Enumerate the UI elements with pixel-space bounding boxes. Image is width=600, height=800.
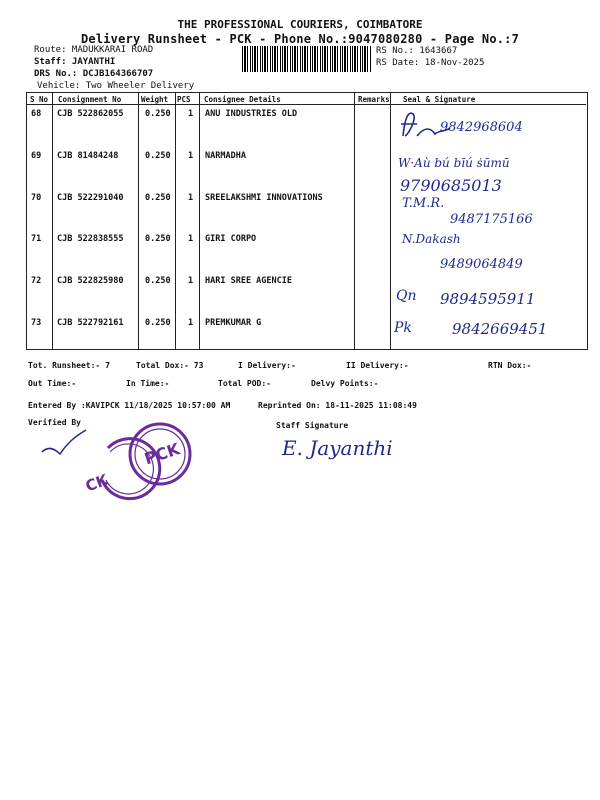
svg-text:PCK: PCK [142,439,182,469]
i-delivery: I Delivery:- [238,361,296,370]
staff-signature-label: Staff Signature [276,421,349,430]
rs-number: RS No.: 1643667 [376,46,458,56]
column-divider [390,92,391,349]
rs-date: RS Date: 18-Nov-2025 [376,58,485,68]
reprinted-on: Reprinted On: 18-11-2025 11:08:49 [258,401,417,410]
route: Route: MADUKKARAI ROAD [34,45,154,55]
handwritten-note: W·Aù bú bīú ṡūmū [398,156,510,170]
row-weight: 0.250 [145,109,171,119]
row-weight: 0.250 [145,234,171,244]
row-consignment: CJB 522291040 [57,193,124,203]
column-divider [52,92,53,349]
handwritten-phone: 9894595911 [440,290,536,308]
col-consignee: Consignee Details [204,95,281,104]
runsheet-title: Delivery Runsheet - PCK - Phone No.:9047080280 - Page No.:7 [80,32,520,46]
row-consignment: CJB 522838555 [57,234,124,244]
drs-number: DRS No.: DCJB164366707 [34,69,154,79]
row-pcs: 1 [188,234,194,244]
col-weight: Weight [141,95,169,104]
in-time: In Time:- [126,379,170,388]
row-weight: 0.250 [145,318,171,328]
row-sno: 71 [31,234,42,244]
row-pcs: 1 [188,193,194,203]
col-pcs: PCS [177,95,191,104]
vehicle: Vehicle: Two Wheeler Delivery [37,81,195,91]
col-sno: S No [30,95,49,104]
row-sno: 73 [31,318,42,328]
row-consignment: CJB 522862055 [57,109,124,119]
rtn-dox: RTN Dox:- [488,361,532,370]
col-remarks: Remarks [358,95,390,104]
row-consignment: CJB 81484248 [57,151,119,161]
row-sno: 69 [31,151,42,161]
col-consignment: Consignment No [58,95,122,104]
total-dox: Total Dox:- 73 [136,361,204,370]
col-seal-signature: Seal & Signature [403,95,476,104]
handwritten-phone: 9842669451 [452,320,548,338]
row-weight: 0.250 [145,193,171,203]
pck-stamp [62,412,202,512]
row-consignee: SREELAKSHMI INNOVATIONS [205,193,323,203]
row-pcs: 1 [188,276,194,286]
handwritten-name: N.Dakash [402,232,461,246]
column-divider [138,92,139,349]
handwritten-initials: T.M.R. [402,196,445,211]
row-consignee: PREMKUMAR G [205,318,262,328]
handwritten-phone: 9842968604 [440,120,523,135]
handwritten-phone: 9489064849 [440,257,523,272]
row-consignment: CJB 522825980 [57,276,124,286]
row-consignee: GIRI CORPO [205,234,257,244]
entered-by: Entered By :KAVIPCK 11/18/2025 10:57:00 AM [28,401,231,410]
total-pod: Total POD:- [218,379,271,388]
row-consignment: CJB 522792161 [57,318,124,328]
row-sno: 70 [31,193,42,203]
row-consignee: NARMADHA [205,151,246,161]
handwritten-phone: 9790685013 [400,176,502,195]
column-divider [175,92,176,349]
row-pcs: 1 [188,318,194,328]
company-name: THE PROFESSIONAL COURIERS, COIMBATORE [177,18,423,31]
row-pcs: 1 [188,109,194,119]
column-divider [354,92,355,349]
row-weight: 0.250 [145,151,171,161]
row-sno: 72 [31,276,42,286]
row-consignee: ANU INDUSTRIES OLD [205,109,298,119]
tot-runsheet: Tot. Runsheet:- 7 [28,361,110,370]
svg-text:CK: CK [83,470,111,496]
verified-by: Verified By [28,418,81,427]
out-time: Out Time:- [28,379,77,388]
staff-name: Staff: JAYANTHI [34,57,116,67]
row-weight: 0.250 [145,276,171,286]
row-sno: 68 [31,109,42,119]
barcode [242,46,372,72]
delvy-points: Delvy Points:- [311,379,379,388]
row-consignee: HARI SREE AGENCIE [205,276,292,286]
ii-delivery: II Delivery:- [346,361,409,370]
row-pcs: 1 [188,151,194,161]
handwritten-phone: 9487175166 [450,212,533,227]
table-header-divider [26,104,586,105]
staff-signature: E. Jayanthi [282,436,393,460]
column-divider [199,92,200,349]
handwritten-initials: Pk [394,320,412,336]
handwritten-initials: Qn [396,288,417,304]
